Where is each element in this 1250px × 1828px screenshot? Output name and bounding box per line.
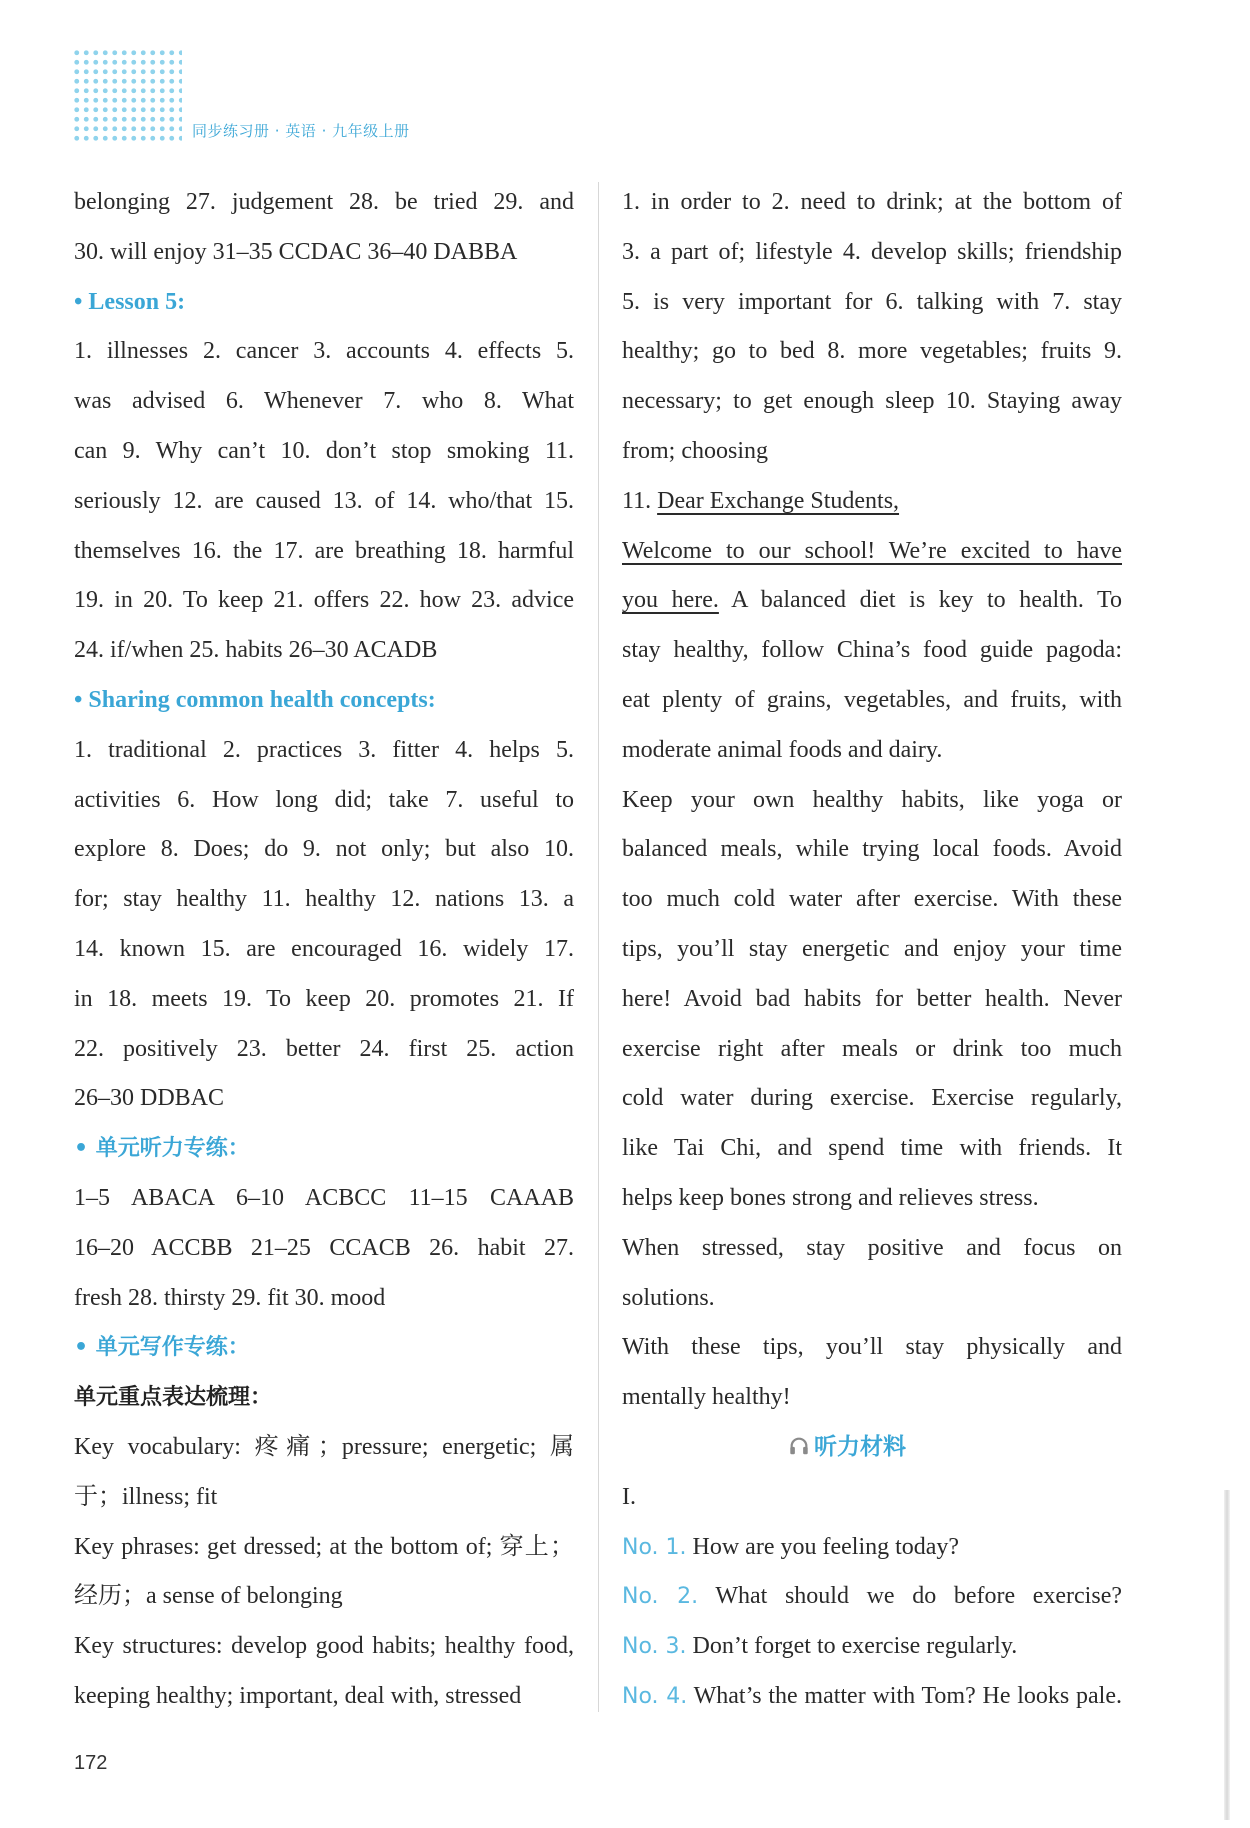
essay-line: stay healthy, follow China’s food guide pagoda: xyxy=(622,637,1122,664)
essay-line: With these tips, you’ll stay physically and xyxy=(622,1334,1122,1361)
text-line: necessary; to get enough sleep 10. Staying away xyxy=(622,388,1122,415)
text-line: Key structures: develop good habits; healthy food, xyxy=(74,1633,574,1660)
essay-line: helps keep bones strong and relieves stress. xyxy=(622,1184,1039,1211)
text-line: can 9. Why can’t 10. don’t stop smoking 11. xyxy=(74,437,574,464)
item-text: What should we do before exercise? xyxy=(715,1583,1122,1610)
essay-line: tips, you’ll stay energetic and enjoy your time xyxy=(622,935,1122,962)
text-line: Key vocabulary: 疼痛；pressure; energetic; 属 xyxy=(74,1433,574,1460)
text-line: belonging 27. judgement 28. be tried 29. and xyxy=(74,189,574,215)
essay-line: here! Avoid bad habits for better health. Never xyxy=(622,985,1122,1012)
text-line: in 18. meets 19. To keep 20. promotes 21. If xyxy=(74,985,574,1012)
essay-salutation-line xyxy=(622,477,1122,527)
item-number: No. 3. xyxy=(622,1634,687,1660)
essay-line: eat plenty of grains, vegetables, and fruits, with xyxy=(622,686,1122,713)
text-line: from; choosing xyxy=(622,437,768,464)
essay-line: like Tai Chi, and spend time with friends. It xyxy=(622,1135,1122,1162)
text-line: 经历；a sense of belonging xyxy=(74,1583,343,1610)
listening-item xyxy=(622,1622,1122,1672)
essay-line: exercise right after meals or drink too much xyxy=(622,1035,1122,1062)
essay-text: A balanced diet is key to health. To xyxy=(718,587,1122,614)
text-line: 3. a part of; lifestyle 4. develop skills; friendship xyxy=(622,238,1122,265)
text-line: was advised 6. Whenever 7. who 8. What xyxy=(74,388,574,415)
section-heading-sharing: • Sharing common health concepts: xyxy=(74,686,436,713)
item-text: What’s the matter with Tom? He looks pale. xyxy=(693,1682,1122,1709)
listening-material-title: 听力材料 xyxy=(814,1433,906,1460)
essay-salutation: Dear Exchange Students, xyxy=(657,487,900,514)
essay-welcome-line: Welcome to our school! We’re excited to have xyxy=(622,537,1122,564)
listening-material-heading xyxy=(622,1423,1122,1473)
text-line: 22. positively 23. better 24. first 25. action xyxy=(74,1035,574,1062)
essay-line xyxy=(622,576,1122,626)
listening-section-label: I. xyxy=(622,1483,636,1510)
item-text: How are you feeling today? xyxy=(692,1533,960,1560)
right-column xyxy=(622,178,1122,1722)
writing-subheading: 单元重点表达梳理： xyxy=(74,1385,273,1411)
essay-line: cold water during exercise. Exercise regularly, xyxy=(622,1085,1122,1112)
headphone-icon xyxy=(788,1435,810,1457)
page-number: 172 xyxy=(74,1752,108,1774)
text-line: 1. in order to 2. need to drink; at the bottom of xyxy=(622,189,1122,215)
essay-welcome-end: you here. xyxy=(622,587,719,614)
essay-line: moderate animal foods and dairy. xyxy=(622,736,943,763)
text-line: 16–20 ACCBB 21–25 CCACB 26. habit 27. xyxy=(74,1234,574,1261)
book-series-title: 同步练习册 · 英语 · 九年级上册 xyxy=(192,122,410,140)
text-line: keeping healthy; important, deal with, stressed xyxy=(74,1682,522,1709)
header-dot-pattern xyxy=(72,48,182,142)
text-line: themselves 16. the 17. are breathing 18. harmful xyxy=(74,537,574,564)
text-line: 1–5 ABACA 6–10 ACBCC 11–15 CAAAB xyxy=(74,1184,574,1211)
text-line: explore 8. Does; do 9. not only; but also 10. xyxy=(74,836,574,863)
text-line: for; stay healthy 11. healthy 12. nations 13. a xyxy=(74,886,574,913)
left-column xyxy=(74,178,574,1722)
text-line: Key phrases: get dressed; at the bottom of; 穿上； xyxy=(74,1533,574,1560)
item-number: No. 2. xyxy=(622,1584,699,1610)
text-line: 于；illness; fit xyxy=(74,1483,218,1510)
text-line: fresh 28. thirsty 29. fit 30. mood xyxy=(74,1284,386,1311)
text-line: 24. if/when 25. habits 26–30 ACADB xyxy=(74,637,438,664)
essay-line: too much cold water after exercise. With these xyxy=(622,886,1122,913)
essay-line: Keep your own healthy habits, like yoga or xyxy=(622,786,1122,813)
essay-line: balanced meals, while trying local foods. Avoid xyxy=(622,836,1122,863)
listening-item xyxy=(622,1523,1122,1573)
item-number: No. 4. xyxy=(622,1683,688,1709)
page-edge-shadow xyxy=(1224,1490,1230,1820)
essay-line: solutions. xyxy=(622,1284,715,1311)
text-line: 1. illnesses 2. cancer 3. accounts 4. effects 5. xyxy=(74,338,574,365)
text-line: 1. traditional 2. practices 3. fitter 4. helps 5. xyxy=(74,736,574,763)
essay-line: When stressed, stay positive and focus on xyxy=(622,1234,1122,1261)
text-line: healthy; go to bed 8. more vegetables; fruits 9. xyxy=(622,338,1122,365)
text-line: seriously 12. are caused 13. of 14. who/that 15. xyxy=(74,487,574,514)
column-divider xyxy=(598,182,599,1712)
text-line: 14. known 15. are encouraged 16. widely 17. xyxy=(74,935,574,962)
listening-item xyxy=(622,1572,1122,1622)
text-line: 26–30 DDBAC xyxy=(74,1085,225,1112)
section-heading-listening: • 单元听力专练： xyxy=(74,1136,250,1162)
item-number: No. 1. xyxy=(622,1534,687,1560)
essay-number: 11. xyxy=(622,487,652,514)
listening-item xyxy=(622,1672,1122,1722)
text-line: 19. in 20. To keep 21. offers 22. how 23. advice xyxy=(74,587,574,614)
text-line: activities 6. How long did; take 7. useful to xyxy=(74,786,574,813)
item-text: Don’t forget to exercise regularly. xyxy=(692,1633,1018,1660)
section-heading-lesson5: • Lesson 5: xyxy=(74,288,186,315)
section-heading-writing: • 单元写作专练： xyxy=(74,1335,250,1361)
text-line: 5. is very important for 6. talking with 7. stay xyxy=(622,288,1122,315)
essay-line: mentally healthy! xyxy=(622,1384,791,1411)
text-line: 30. will enjoy 31–35 CCDAC 36–40 DABBA xyxy=(74,238,518,265)
